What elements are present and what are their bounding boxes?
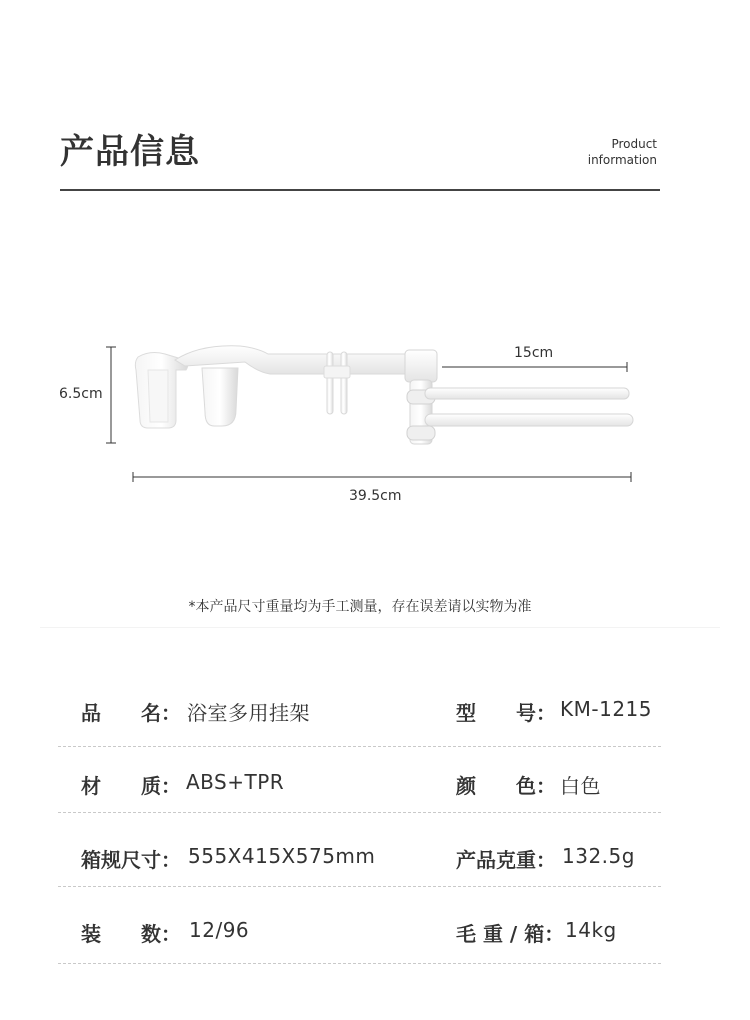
total-length-label: 39.5cm xyxy=(349,488,402,504)
small-cup xyxy=(202,368,238,426)
spec-color-label: 颜 色： xyxy=(456,774,556,798)
spec-weight-value: 132.5g xyxy=(562,844,635,868)
spec-row-divider xyxy=(58,886,661,888)
spec-color-value: 白色 xyxy=(560,774,601,798)
product-diagram xyxy=(0,330,750,490)
height-label: 6.5cm xyxy=(59,386,103,402)
subtitle-line-1: Product xyxy=(611,137,657,151)
towel-arms xyxy=(425,388,633,426)
subtitle-line-2: information xyxy=(587,153,657,167)
shower-holder-hook xyxy=(135,353,187,428)
spec-weight-label: 产品克重： xyxy=(456,848,556,872)
spec-gross-weight-label: 毛 重 / 箱： xyxy=(456,922,565,946)
spec-name-label: 品 名： xyxy=(81,701,181,725)
english-subtitle xyxy=(588,136,657,168)
spec-box-size-value: 555X415X575mm xyxy=(188,844,376,868)
height-dimension xyxy=(106,347,116,443)
spec-row-divider xyxy=(58,746,661,748)
spec-material-value: ABS+TPR xyxy=(186,770,285,794)
spec-quantity-value: 12/96 xyxy=(189,918,250,942)
spec-row-divider xyxy=(58,812,661,814)
spec-material-label: 材 质： xyxy=(81,774,181,798)
spec-model-value: KM-1215 xyxy=(560,697,652,721)
page-title: 产品信息 xyxy=(60,132,200,172)
spec-row-divider xyxy=(58,963,661,965)
arm-length-label: 15cm xyxy=(514,345,554,361)
spec-gross-weight-value: 14kg xyxy=(565,918,617,942)
spec-name-value: 浴室多用挂架 xyxy=(187,701,310,725)
spec-quantity-label: 装 数： xyxy=(81,922,181,946)
section-divider xyxy=(40,627,720,628)
spec-model-label: 型 号： xyxy=(456,701,556,725)
measurement-note: *本产品尺寸重量均为手工测量，存在误差请以实物为准 xyxy=(188,599,532,615)
title-divider xyxy=(60,189,660,191)
arm-length-dimension xyxy=(442,362,627,372)
spec-box-size-label: 箱规尺寸： xyxy=(81,848,181,872)
total-length-dimension xyxy=(133,472,631,482)
